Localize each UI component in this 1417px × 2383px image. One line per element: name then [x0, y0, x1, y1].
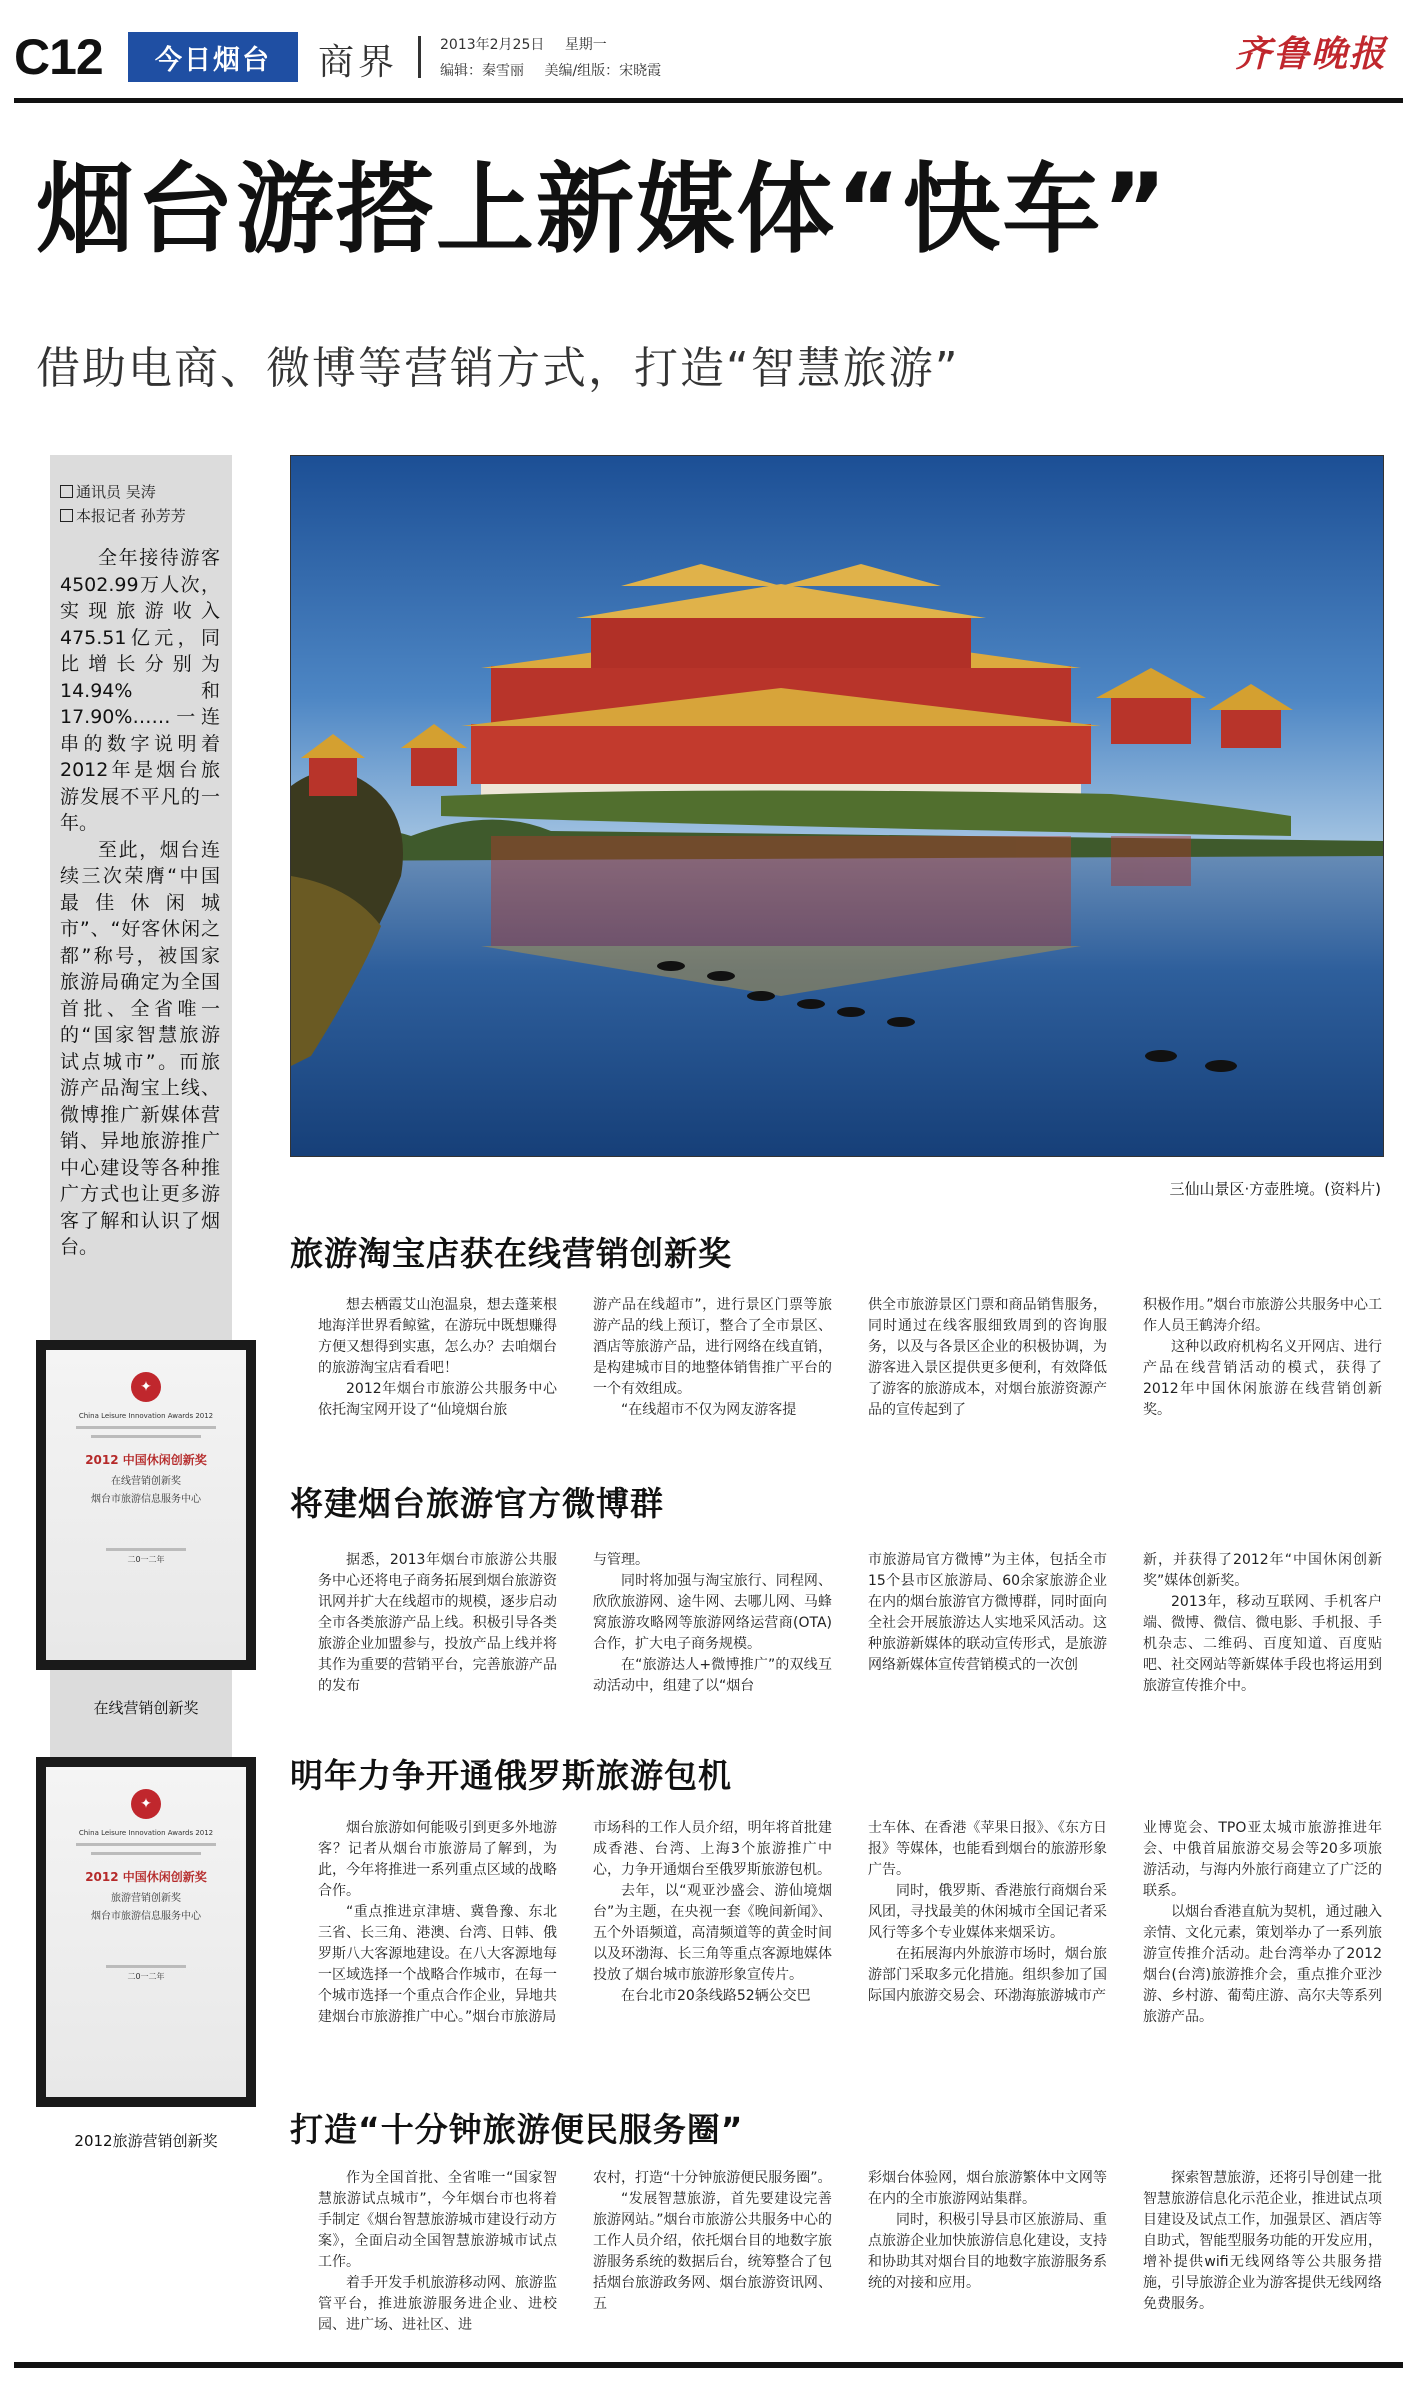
- paragraph: “发展智慧旅游，首先要建设完善旅游网站。”烟台市旅游公共服务中心的工作人员介绍，依托烟台目的地数字旅游服务系统的数据后台，统筹整合了包括烟台旅游政务网、烟台旅游资讯网、五: [593, 2191, 832, 2312]
- paragraph: 士车体、在香港《苹果日报》、《东方日报》等媒体，也能看到烟台的旅游形象广告。: [868, 1820, 1107, 1878]
- paragraph: “重点推进京津塘、冀鲁豫、东北三省、长三角、港澳、台湾、日韩、俄罗斯八大客源地建设。在八大客源地每一区域选择一个战略合作城市，在每一个城市选择一个重点合作企业，异地共建烟台市旅游推广中心。”烟台市旅游局: [318, 1904, 557, 2025]
- byline-box-icon: [60, 485, 73, 498]
- award-text-line: [106, 1965, 186, 1968]
- paragraph: 去年，以“观亚沙盛会、游仙境烟台”为主题，在央视一套《晚间新闻》、五个外语频道，高清频道等的黄金时间以及环渤海、长三角等重点客源地媒体投放了烟台城市旅游形象宣传片。: [593, 1883, 832, 1983]
- issue-date: 2013年2月25日: [440, 37, 545, 53]
- paragraph: 据悉，2013年烟台市旅游公共服务中心还将电子商务拓展到烟台旅游资讯网并扩大在线超市的规模，逐步启动全市各类旅游产品上线。积极引导各类旅游企业加盟参与，投放产品上线并将其作为重要的营销平台，完善旅游产品的发布: [318, 1552, 557, 1694]
- paragraph: 烟台旅游如何能吸引到更多外地游客？记者从烟台市旅游局了解到，为此，今年将推进一系列重点区域的战略合作。: [318, 1820, 557, 1899]
- paragraph: 同时将加强与淘宝旅行、同程网、欣欣旅游网、途牛网、去哪儿网、马蜂窝旅游攻略网等旅游网络运营商(OTA)合作，扩大电子商务规模。: [593, 1573, 832, 1652]
- lead-paragraph: 全年接待游客4502.99万人次，实现旅游收入475.51亿元，同比增长分别为14.94%和17.90%……一连串的数字说明着2012年是烟台旅游发展不平凡的一年。: [60, 547, 220, 834]
- paragraph: 游产品在线超市”，进行景区门票等旅游产品的线上预订，整合了全市景区、酒店等旅游产品，进行网络在线直销，是构建城市目的地整体销售推广平台的一个有效组成。: [593, 1297, 832, 1397]
- paragraph: 探索智慧旅游，还将引导创建一批智慧旅游信息化示范企业，推进试点项目建设及试点工作，加强景区、酒店等自助式，智能型服务功能的开发应用，增补提供wifi无线网络等公共服务措施，引导旅游企业为游客提供无线网络免费服务。: [1143, 2170, 1382, 2312]
- paragraph: 市场科的工作人员介绍，明年将首批建成香港、台湾、上海3个旅游推广中心，力争开通烟台至俄罗斯旅游包机。: [593, 1820, 832, 1878]
- paragraph: 想去栖霞艾山泡温泉，想去蓬莱根地海洋世界看鲸鲨，在游玩中既想赚得方便又想得到实惠，怎么办？去咱烟台的旅游淘宝店看看吧！: [318, 1297, 557, 1376]
- award-text-line: [91, 1435, 201, 1438]
- section-tag: 今日烟台: [128, 32, 298, 82]
- section-heading-russia: 明年力争开通俄罗斯旅游包机: [290, 1756, 732, 1795]
- award-title: 2012 中国休闲创新奖: [85, 1453, 207, 1467]
- byline-correspondent: 通讯员 吴涛: [76, 483, 156, 501]
- paragraph: 市旅游局官方微博”为主体，包括全市15个县市区旅游局、60余家旅游企业在内的烟台旅游官方微博群，同时面向全社会开展旅游达人实地采风活动。这种旅游新媒体的联动宣传形式，是旅游网络新媒体宣传营销模式的一次创: [868, 1552, 1107, 1673]
- page-number: C12: [14, 29, 103, 85]
- paragraph: 在台北市20条线路52辆公交巴: [621, 1988, 811, 2004]
- award-date: 二0一二年: [127, 1555, 165, 1564]
- award-certificate-2: [36, 1757, 256, 2107]
- section-body-taobao: [318, 1295, 1382, 1421]
- headline: 烟台游搭上新媒体“快车”: [36, 153, 1169, 267]
- award-org: China Leisure Innovation Awards 2012: [78, 1829, 214, 1837]
- subheadline: 借助电商、微博等营销方式，打造“智慧旅游”: [36, 343, 960, 394]
- lead-paragraphs: [60, 545, 220, 1261]
- paragraph: 彩烟台体验网，烟台旅游繁体中文网等在内的全市旅游网站集群。: [868, 2170, 1107, 2207]
- paragraph: 与管理。: [593, 1552, 649, 1568]
- paragraph: 供全市旅游景区门票和商品销售服务，同时通过在线客服细致周到的咨询服务，以及与各景区企业的积极协调，为游客进入景区提供更多便利，有效降低了游客的旅游成本，对烟台旅游资源产品的宣传起到了: [868, 1297, 1107, 1418]
- text-column: [593, 2168, 832, 2336]
- byline-reporter: 本报记者 孙芳芳: [76, 507, 186, 525]
- award-certificate-1: [36, 1340, 256, 1670]
- award-emblem-icon: ✦: [131, 1789, 161, 1819]
- text-column: [868, 1550, 1107, 1697]
- byline: [60, 480, 230, 528]
- masthead-rule: [14, 98, 1403, 103]
- section-heading-taobao: 旅游淘宝店获在线营销创新奖: [290, 1234, 732, 1273]
- award-holder: 烟台市旅游信息服务中心: [91, 1911, 201, 1922]
- award-text-line: [76, 1843, 216, 1846]
- award-title: 2012 中国休闲创新奖: [85, 1870, 207, 1884]
- bottom-rule: [14, 2362, 1403, 2368]
- award-org: China Leisure Innovation Awards 2012: [78, 1412, 214, 1420]
- text-column: [868, 2168, 1107, 2336]
- award-subtitle: 在线营销创新奖: [111, 1476, 181, 1487]
- paragraph: 这种以政府机构名义开网店、进行产品在线营销活动的模式，获得了2012年中国休闲旅游在线营销创新奖。: [1143, 1339, 1382, 1418]
- paragraph: 作为全国首批、全省唯一“国家智慧旅游试点城市”，今年烟台市也将着手制定《烟台智慧旅游城市建设行动方案》，全面启动全国智慧旅游城市试点工作。: [318, 2170, 557, 2270]
- paragraph: “在线超市不仅为网友游客提: [621, 1402, 797, 1418]
- paragraph: 农村，打造“十分钟旅游便民服务圈”。: [593, 2170, 832, 2186]
- section-body-russia: [318, 1818, 1382, 2028]
- paragraph: 在“旅游达人+微博推广”的双线互动活动中，组建了以“烟台: [593, 1657, 832, 1694]
- masthead-divider: [418, 36, 421, 78]
- paragraph: 积极作用。”烟台市旅游公共服务中心工作人员王鹤涛介绍。: [1143, 1297, 1382, 1334]
- lead-paragraph: 至此，烟台连续三次荣膺“中国最佳休闲城市”、“好客休闲之都”称号，被国家旅游局确定为全国首批、全省唯一的“国家智慧旅游试点城市”。而旅游产品淘宝上线、微博推广新媒体营销、异地旅游推广中心建设等各种推广方式也让更多游客了解和认识了烟台。: [60, 838, 220, 1258]
- text-column: [1143, 1295, 1382, 1421]
- section-heading-weibo: 将建烟台旅游官方微博群: [290, 1484, 664, 1523]
- paragraph: 2012年烟台市旅游公共服务中心依托淘宝网开设了“仙境烟台旅: [318, 1381, 557, 1418]
- section-body-weibo: [318, 1550, 1382, 1697]
- award-text-line: [76, 1426, 216, 1429]
- section-body-service-circle: [318, 2168, 1382, 2336]
- award-emblem-icon: ✦: [131, 1372, 161, 1402]
- text-column: [1143, 1550, 1382, 1697]
- paragraph: 以烟台香港直航为契机，通过融入亲情、文化元素，策划举办了一系列旅游宣传推介活动。赴台湾举办了2012烟台(台湾)旅游推介会，重点推介亚沙游、乡村游、葡萄庄游、高尔夫等系列旅游产品。: [1143, 1904, 1382, 2025]
- award-date: 二0一二年: [127, 1972, 165, 1981]
- text-column: [868, 1295, 1107, 1421]
- paragraph: 2013年，移动互联网、手机客户端、微博、微信、微电影、手机报、手机杂志、二维码、百度知道、百度贴吧、社交网站等新媒体手段也将运用到旅游宣传推介中。: [1143, 1594, 1382, 1694]
- paragraph: 新，并获得了2012年“中国休闲创新奖”媒体创新奖。: [1143, 1552, 1382, 1589]
- photo-caption: 三仙山景区·方壶胜境。(资料片): [1169, 1180, 1381, 1198]
- award-caption-1: 在线营销创新奖: [93, 1699, 199, 1717]
- newspaper-logo: 齐鲁晚报: [1234, 33, 1387, 75]
- text-column: [1143, 1818, 1382, 2028]
- text-column: [1143, 2168, 1382, 2336]
- award-caption-2: 2012旅游营销创新奖: [74, 2132, 218, 2150]
- paragraph: 同时，积极引导县市区旅游局、重点旅游企业加快旅游信息化建设，支持和协助其对烟台目的地数字旅游服务系统的对接和应用。: [868, 2212, 1107, 2291]
- award-holder: 烟台市旅游信息服务中心: [91, 1494, 201, 1505]
- text-column: [318, 1550, 557, 1697]
- award-text-line: [106, 1548, 186, 1551]
- award-subtitle: 旅游营销创新奖: [111, 1893, 181, 1904]
- paragraph: 着手开发手机旅游移动网、旅游监管平台，推进旅游服务进企业、进校园、进广场、进社区、进: [318, 2275, 557, 2333]
- text-column: [318, 2168, 557, 2336]
- award-text-line: [91, 1852, 201, 1855]
- text-column: [593, 1550, 832, 1697]
- designer-credit: 美编/组版：宋晓霞: [544, 63, 662, 79]
- byline-box-icon: [60, 509, 73, 522]
- scenic-photo: [290, 455, 1384, 1157]
- paragraph: 业博览会、TPO亚太城市旅游推进年会、中俄首届旅游交易会等20多项旅游活动，与海内外旅行商建立了广泛的联系。: [1143, 1820, 1382, 1899]
- text-column: [593, 1295, 832, 1421]
- paragraph: 同时，俄罗斯、香港旅行商烟台采风团，寻找最美的休闲城市全国记者采风行等多个专业媒体来烟采访。: [868, 1883, 1107, 1941]
- section-heading-service-circle: 打造“十分钟旅游便民服务圈”: [290, 2110, 744, 2149]
- issue-weekday: 星期一: [564, 37, 607, 53]
- sub-section-label: 商界: [318, 42, 399, 83]
- text-column: [868, 1818, 1107, 2028]
- text-column: [318, 1295, 557, 1421]
- paragraph: 在拓展海内外旅游市场时，烟台旅游部门采取多元化措施。组织参加了国际国内旅游交易会、环渤海旅游城市产: [868, 1946, 1107, 2004]
- masthead-info: [440, 32, 677, 84]
- editor-credit: 编辑：秦雪丽: [440, 63, 524, 79]
- text-column: [593, 1818, 832, 2028]
- scenic-photo-illustration: [291, 456, 1384, 1157]
- text-column: [318, 1818, 557, 2028]
